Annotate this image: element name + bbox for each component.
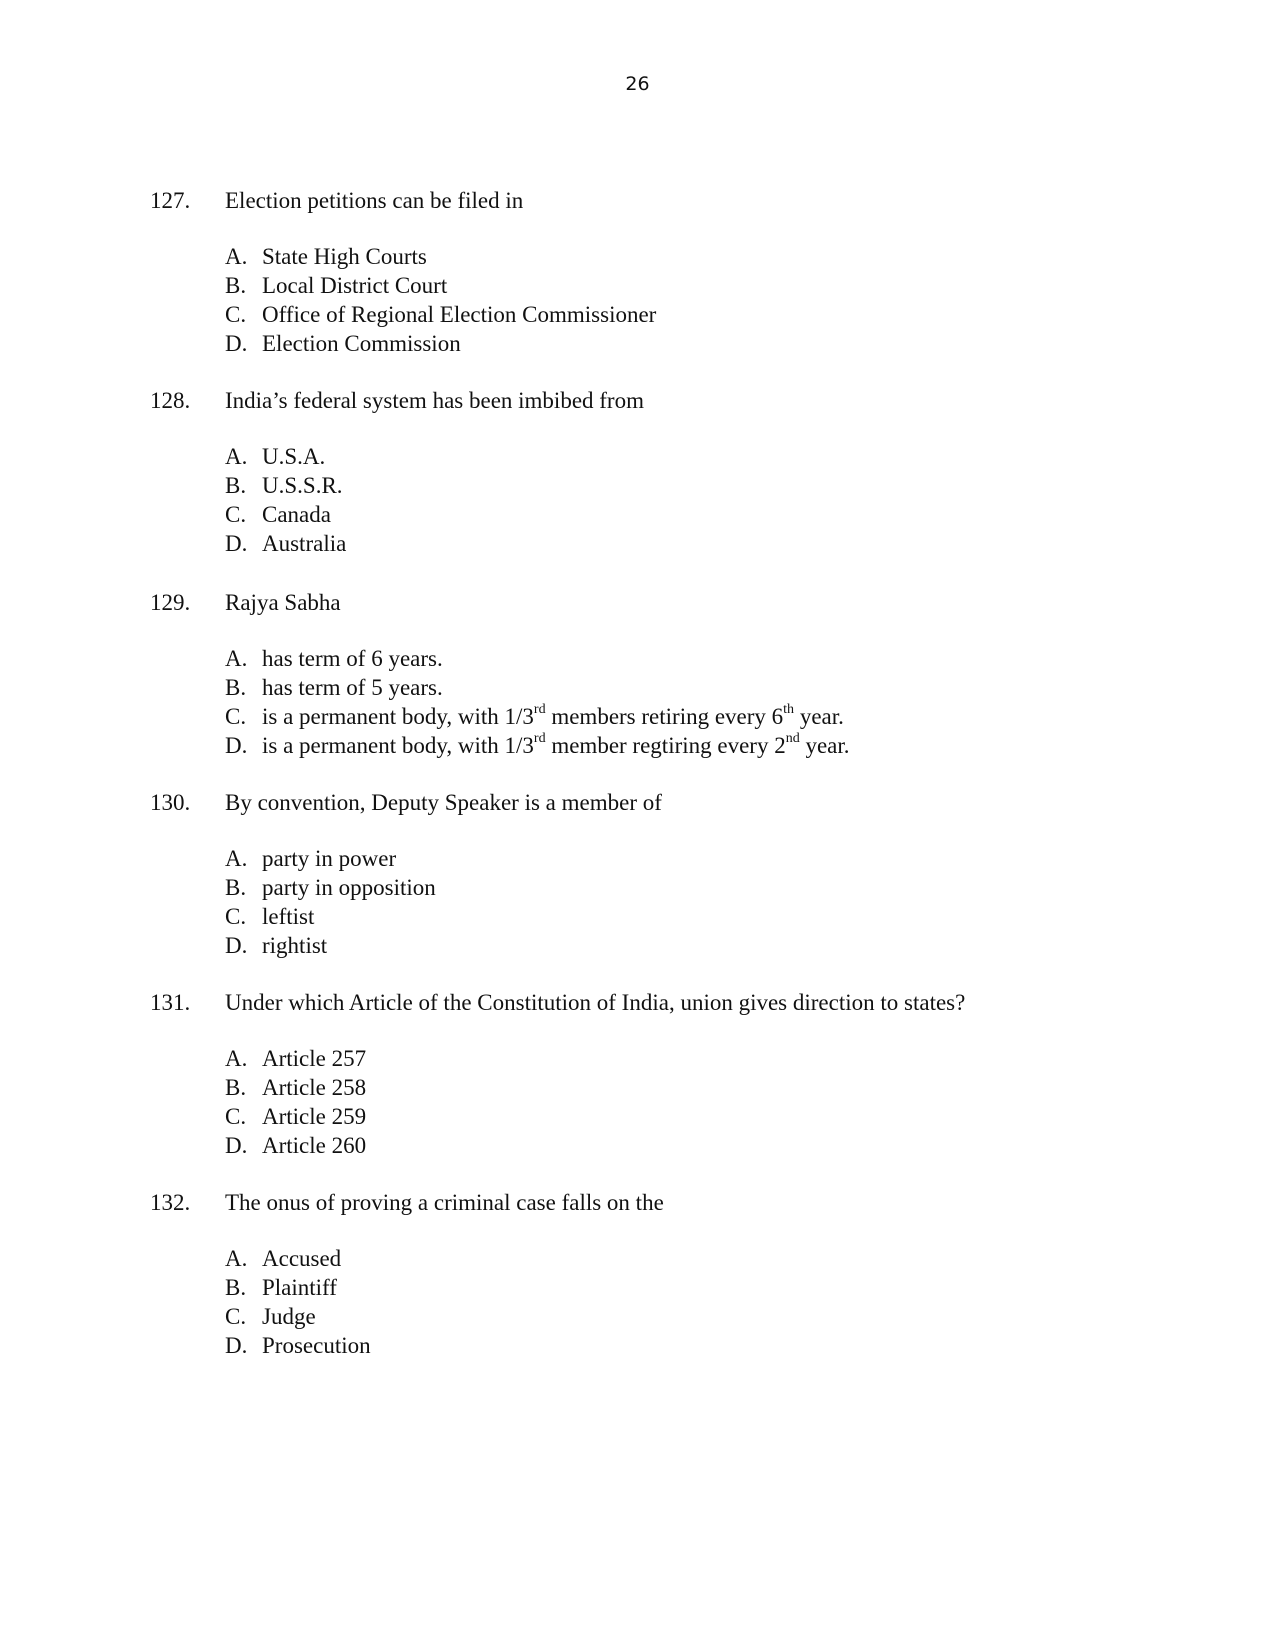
option-c bbox=[225, 702, 850, 731]
option-text: U.S.A. bbox=[262, 444, 326, 469]
option-text: Article 257 bbox=[262, 1046, 367, 1071]
option-letter: B. bbox=[225, 273, 247, 298]
option-text bbox=[262, 704, 844, 729]
option-text: party in power bbox=[262, 846, 397, 871]
option-text: Canada bbox=[262, 502, 331, 527]
option-letter: D. bbox=[225, 531, 248, 556]
option-text bbox=[262, 733, 850, 758]
option-a bbox=[225, 1244, 371, 1273]
question-number: 132. bbox=[150, 1190, 191, 1215]
page-number: 26 bbox=[625, 73, 650, 95]
question-number: 131. bbox=[150, 990, 191, 1015]
option-text: party in opposition bbox=[262, 875, 436, 900]
option-letter: D. bbox=[225, 933, 248, 958]
option-letter: C. bbox=[225, 302, 247, 327]
option-letter: C. bbox=[225, 904, 247, 929]
superscript: th bbox=[783, 702, 795, 718]
option-b bbox=[225, 1073, 366, 1102]
option-c bbox=[225, 1102, 366, 1131]
option-text: Election Commission bbox=[262, 331, 461, 356]
option-text: State High Courts bbox=[262, 244, 427, 269]
option-d bbox=[225, 529, 346, 558]
option-letter: D. bbox=[225, 733, 248, 758]
option-letter: A. bbox=[225, 244, 248, 269]
option-text: has term of 5 years. bbox=[262, 675, 443, 700]
option-letter: C. bbox=[225, 1104, 247, 1129]
option-list bbox=[225, 644, 850, 760]
option-text: Article 258 bbox=[262, 1075, 367, 1100]
option-text: has term of 6 years. bbox=[262, 646, 443, 671]
option-letter: B. bbox=[225, 675, 247, 700]
option-text: Australia bbox=[262, 531, 347, 556]
option-letter: B. bbox=[225, 1275, 247, 1300]
option-text: leftist bbox=[262, 904, 315, 929]
option-a bbox=[225, 644, 850, 673]
question-text: Election petitions can be filed in bbox=[225, 188, 524, 213]
question-number: 127. bbox=[150, 188, 191, 213]
option-d bbox=[225, 931, 436, 960]
option-c bbox=[225, 1302, 371, 1331]
option-text: Judge bbox=[262, 1304, 316, 1329]
option-a bbox=[225, 844, 436, 873]
option-letter: C. bbox=[225, 502, 247, 527]
option-letter: B. bbox=[225, 1075, 247, 1100]
option-letter: A. bbox=[225, 444, 248, 469]
option-letter: A. bbox=[225, 646, 248, 671]
option-text-part: year. bbox=[794, 704, 844, 729]
option-b bbox=[225, 873, 436, 902]
option-text: Article 259 bbox=[262, 1104, 367, 1129]
question-text: India’s federal system has been imbibed from bbox=[225, 388, 644, 413]
option-text: U.S.S.R. bbox=[262, 473, 343, 498]
option-a bbox=[225, 1044, 366, 1073]
option-a bbox=[225, 442, 346, 471]
option-text: Office of Regional Election Commissioner bbox=[262, 302, 657, 327]
option-text-part: members retiring every 6 bbox=[545, 704, 784, 729]
option-text: rightist bbox=[262, 933, 328, 958]
question-text: By convention, Deputy Speaker is a member of bbox=[225, 790, 662, 815]
superscript: rd bbox=[533, 731, 546, 747]
option-d bbox=[225, 329, 656, 358]
question-number: 130. bbox=[150, 790, 191, 815]
option-list bbox=[225, 844, 436, 960]
option-list bbox=[225, 1044, 366, 1160]
option-c bbox=[225, 300, 656, 329]
option-letter: A. bbox=[225, 846, 248, 871]
option-text: Article 260 bbox=[262, 1133, 367, 1158]
option-d bbox=[225, 1131, 366, 1160]
option-text: Local District Court bbox=[262, 273, 448, 298]
option-letter: C. bbox=[225, 1304, 247, 1329]
option-list bbox=[225, 442, 346, 558]
option-text: Plaintiff bbox=[262, 1275, 337, 1300]
option-text-part: year. bbox=[799, 733, 850, 758]
option-letter: D. bbox=[225, 1133, 248, 1158]
question-text: The onus of proving a criminal case falls on the bbox=[225, 1190, 664, 1215]
option-letter: D. bbox=[225, 1333, 248, 1358]
option-text-part: member regtiring every 2 bbox=[545, 733, 786, 758]
option-list bbox=[225, 1244, 371, 1360]
question-text: Under which Article of the Constitution of India, union gives direction to states? bbox=[225, 990, 966, 1015]
option-text: Prosecution bbox=[262, 1333, 371, 1358]
option-text-part: is a permanent body, with 1/3 bbox=[262, 704, 534, 729]
superscript: rd bbox=[533, 702, 546, 718]
option-letter: B. bbox=[225, 473, 247, 498]
option-c bbox=[225, 500, 346, 529]
option-text: Accused bbox=[262, 1246, 342, 1271]
option-letter: B. bbox=[225, 875, 247, 900]
option-letter: A. bbox=[225, 1046, 248, 1071]
option-d bbox=[225, 731, 850, 760]
option-b bbox=[225, 471, 346, 500]
option-letter: C. bbox=[225, 704, 247, 729]
option-b bbox=[225, 1273, 371, 1302]
option-a bbox=[225, 242, 656, 271]
option-d bbox=[225, 1331, 371, 1360]
option-c bbox=[225, 902, 436, 931]
superscript: nd bbox=[785, 731, 800, 747]
option-letter: D. bbox=[225, 331, 248, 356]
option-letter: A. bbox=[225, 1246, 248, 1271]
option-b bbox=[225, 673, 850, 702]
option-list bbox=[225, 242, 656, 358]
question-number: 129. bbox=[150, 590, 191, 615]
option-text-part: is a permanent body, with 1/3 bbox=[262, 733, 534, 758]
option-b bbox=[225, 271, 656, 300]
question-number: 128. bbox=[150, 388, 191, 413]
question-text: Rajya Sabha bbox=[225, 590, 341, 615]
